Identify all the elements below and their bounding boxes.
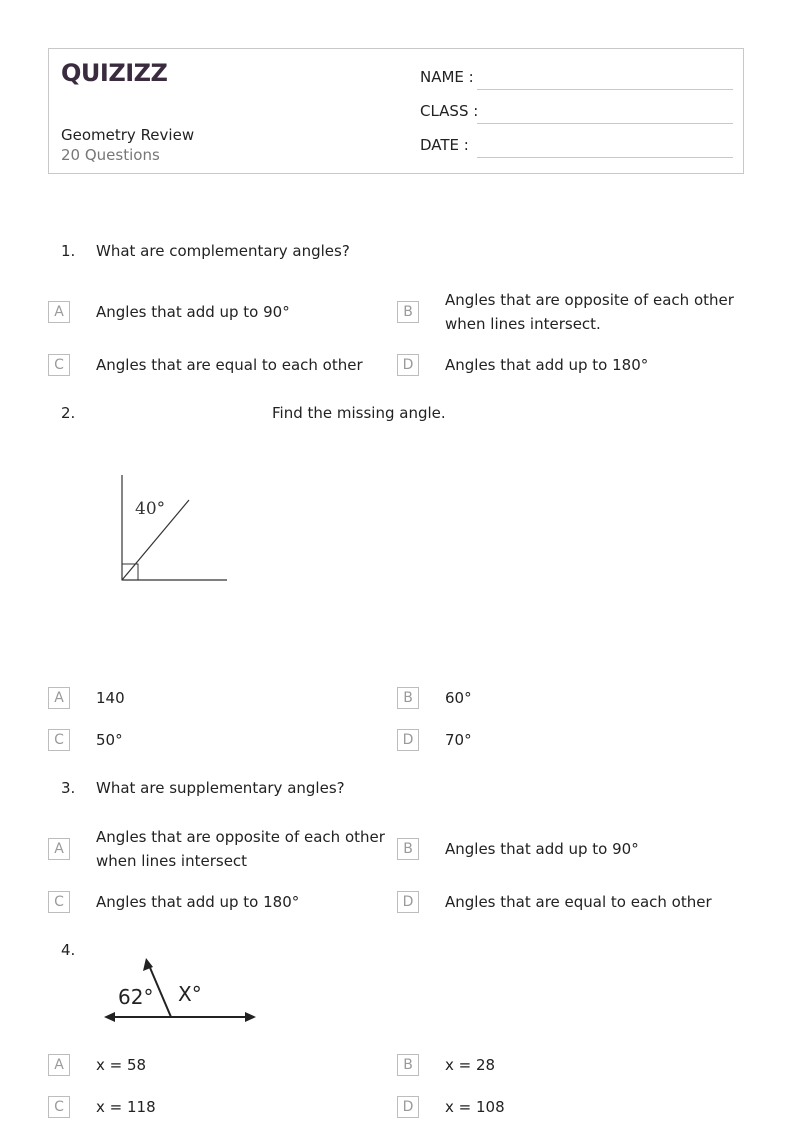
question-3-text: What are supplementary angles? — [96, 779, 345, 797]
supplementary-angle-figure — [100, 955, 260, 1027]
option-1b: Angles that are opposite of each other when lines intersect. — [445, 291, 734, 333]
option-3a: Angles that are opposite of each other when lines intersect — [96, 828, 385, 870]
date-line — [477, 157, 733, 158]
option-4b: x = 28 — [445, 1056, 496, 1074]
option-2a: 140 — [96, 689, 125, 707]
option-box-4a[interactable]: A — [48, 1054, 70, 1076]
option-1a: Angles that add up to 90° — [96, 303, 290, 321]
question-1-number: 1. — [61, 242, 76, 260]
option-box-1d[interactable]: D — [397, 354, 419, 376]
quizizz-logo: QUIZIZZ — [61, 59, 168, 87]
option-1c: Angles that are equal to each other — [96, 356, 363, 374]
option-4a: x = 58 — [96, 1056, 147, 1074]
option-2d: 70° — [445, 731, 472, 749]
option-box-3c[interactable]: C — [48, 891, 70, 913]
worksheet-title: Geometry Review — [61, 126, 195, 144]
option-3b: Angles that add up to 90° — [445, 840, 639, 858]
class-label: CLASS : — [420, 102, 479, 120]
figure-x-label: X° — [178, 982, 202, 1006]
figure-62-label: 62° — [118, 985, 154, 1009]
option-box-2c[interactable]: C — [48, 729, 70, 751]
name-line — [477, 89, 733, 90]
option-box-1a[interactable]: A — [48, 301, 70, 323]
option-box-4c[interactable]: C — [48, 1096, 70, 1118]
option-2b: 60° — [445, 689, 472, 707]
question-count: 20 Questions — [61, 146, 160, 164]
question-2-number: 2. — [61, 404, 76, 422]
option-box-3d[interactable]: D — [397, 891, 419, 913]
option-box-2a[interactable]: A — [48, 687, 70, 709]
option-box-4d[interactable]: D — [397, 1096, 419, 1118]
option-3c: Angles that add up to 180° — [96, 893, 300, 911]
option-box-2d[interactable]: D — [397, 729, 419, 751]
question-4-number: 4. — [61, 941, 76, 959]
option-3d: Angles that are equal to each other — [445, 893, 712, 911]
option-box-1c[interactable]: C — [48, 354, 70, 376]
option-4c: x = 118 — [96, 1098, 156, 1116]
class-line — [477, 123, 733, 124]
option-2c: 50° — [96, 731, 123, 749]
option-box-4b[interactable]: B — [397, 1054, 419, 1076]
option-1d: Angles that add up to 180° — [445, 356, 649, 374]
date-label: DATE : — [420, 136, 469, 154]
question-2-text: Find the missing angle. — [272, 404, 446, 422]
option-box-3a[interactable]: A — [48, 838, 70, 860]
option-4d: x = 108 — [445, 1098, 505, 1116]
question-1-text: What are complementary angles? — [96, 242, 350, 260]
name-label: NAME : — [420, 68, 474, 86]
question-3-number: 3. — [61, 779, 76, 797]
right-angle-figure — [110, 470, 235, 590]
figure-angle-label: 40° — [135, 499, 166, 519]
worksheet-header — [48, 48, 744, 174]
option-box-1b[interactable]: B — [397, 301, 419, 323]
option-box-3b[interactable]: B — [397, 838, 419, 860]
option-box-2b[interactable]: B — [397, 687, 419, 709]
